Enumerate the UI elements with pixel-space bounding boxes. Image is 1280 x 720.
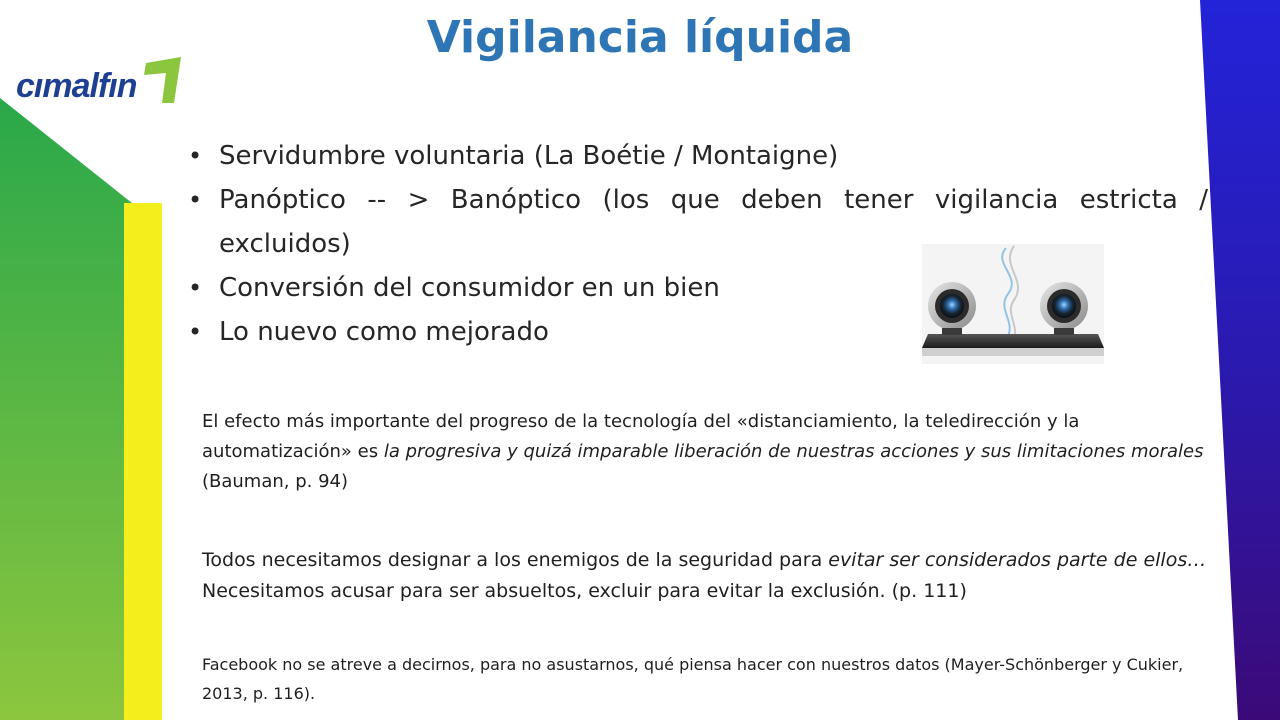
logo-text: cımalfın (16, 67, 137, 105)
paragraph-text: Todos necesitamos designar a los enemigos de la seguridad para (202, 549, 829, 571)
bullet-text: • Servidumbre voluntaria (La Boétie / Montaigne) (219, 141, 839, 171)
paragraph-text: El efecto más importante del progreso de la tecnología del «distanciamiento, la teledirección y la automatización» es (202, 411, 1080, 462)
paragraph-italic-text: evitar ser considerados parte de ellos… (828, 549, 1207, 571)
left-decorative-band (0, 0, 170, 720)
quote-paragraph-facebook: Facebook no se atreve a decirnos, para no asustarnos, qué piensa hacer con nuestros datos (Mayer-Schönberger y Cukier, 2013, p. 116). (202, 655, 1184, 703)
webcam-pair-icon (922, 244, 1104, 364)
right-decorative-band (1190, 0, 1280, 720)
bullet-text: • Conversión del consumidor en un bien (219, 273, 720, 303)
bullet-text: • Panóptico -- > Banóptico (los que deben tener vigilancia estricta / excluidos) (219, 185, 1208, 259)
paragraph-text: (Bauman, p. 94) (202, 471, 349, 492)
bullet-text: • Lo nuevo como mejorado (219, 317, 549, 347)
slide-title: Vigilancia líquida (426, 12, 854, 63)
paragraph-text: Necesitamos acusar para ser absueltos, excluir para evitar la exclusión. (p. 111) (202, 580, 967, 602)
paragraph-italic-text: la progresiva y quizá imparable liberación de nuestras acciones y sus limitaciones morales (383, 441, 1204, 462)
bullet-item (186, 134, 1216, 178)
quote-paragraph-bauman (202, 407, 1212, 497)
quote-paragraph-security (202, 545, 1212, 607)
